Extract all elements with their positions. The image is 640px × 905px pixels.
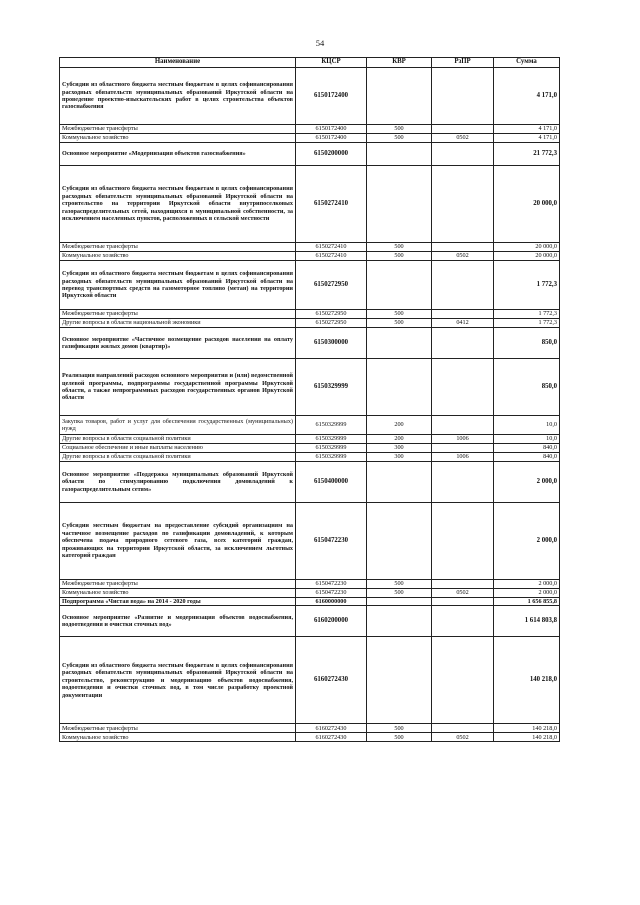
- table-row: [60, 462, 560, 503]
- cell-kvr: 500: [367, 252, 432, 261]
- header-name: Наименование: [60, 58, 296, 68]
- table-row: [60, 606, 560, 637]
- cell-kcsr: 6150329999: [296, 453, 367, 462]
- header-kcsr: КЦСР: [296, 58, 367, 68]
- cell-sum: 21 772,3: [494, 143, 560, 166]
- cell-sum: 20 000,0: [494, 252, 560, 261]
- cell-name: Межбюджетные трансферты: [60, 580, 296, 589]
- table-row: [60, 243, 560, 252]
- budget-table: [59, 57, 560, 742]
- cell-name: Основное мероприятие «Модернизация объектов газоснабжения»: [60, 143, 296, 166]
- cell-sum: 10,0: [494, 416, 560, 435]
- cell-rzpr: 1006: [432, 435, 494, 444]
- cell-sum: 840,0: [494, 444, 560, 453]
- table-row: [60, 166, 560, 243]
- cell-name: Коммунальное хозяйство: [60, 733, 296, 742]
- cell-name: Другие вопросы в области социальной политики: [60, 435, 296, 444]
- table-row: [60, 444, 560, 453]
- cell-sum: 1 772,3: [494, 319, 560, 328]
- cell-kcsr: 6150300000: [296, 328, 367, 359]
- cell-name: Основное мероприятие «Развитие и модернизация объектов водоснабжения, водоотведения и очистки сточных вод»: [60, 606, 296, 637]
- cell-name: Субсидии из областного бюджета местным бюджетам в целях софинансирования расходных обязательств муниципальных образований Иркутской области на проведение проектно-изыскательских работ в целях строительства объектов газоснабжения: [60, 68, 296, 125]
- cell-sum: 2 000,0: [494, 580, 560, 589]
- cell-sum: 840,0: [494, 453, 560, 462]
- cell-name: Основное мероприятие «Частичное возмещение расходов населения на оплату газификации жилых домов (квартир)»: [60, 328, 296, 359]
- cell-sum: 20 000,0: [494, 243, 560, 252]
- cell-kcsr: 6160272430: [296, 637, 367, 724]
- cell-kvr: [367, 68, 432, 125]
- cell-rzpr: 0412: [432, 319, 494, 328]
- table-row: [60, 435, 560, 444]
- table-row: [60, 589, 560, 598]
- cell-kvr: 500: [367, 134, 432, 143]
- table-row: [60, 68, 560, 125]
- cell-name: Коммунальное хозяйство: [60, 134, 296, 143]
- table-row: [60, 252, 560, 261]
- cell-rzpr: 0502: [432, 134, 494, 143]
- table-row: [60, 134, 560, 143]
- cell-kvr: [367, 637, 432, 724]
- cell-name: Реализация направлений расходов основного мероприятия и (или) ведомственной целевой программы, подпрограммы государственной программы Иркутской области, а также непрограммных расходов государственных органов Иркутской области: [60, 359, 296, 416]
- cell-kvr: [367, 503, 432, 580]
- cell-name: Коммунальное хозяйство: [60, 252, 296, 261]
- cell-kvr: [367, 462, 432, 503]
- cell-kcsr: 6160272430: [296, 724, 367, 733]
- cell-sum: 4 171,0: [494, 134, 560, 143]
- cell-name: Субсидии из областного бюджета местным бюджетам в целях софинансирования расходных обязательств муниципальных образований Иркутской области на строительство на территории Иркутской области внутрипоселковых газораспределительных сетей, находящихся в муниципальной собственности, за исключением населенных пунктов, расположенных в сельской местности: [60, 166, 296, 243]
- cell-rzpr: 0502: [432, 733, 494, 742]
- cell-kvr: [367, 328, 432, 359]
- cell-sum: 1 772,3: [494, 310, 560, 319]
- cell-kcsr: 6160272430: [296, 733, 367, 742]
- cell-name: Субсидии из областного бюджета местным бюджетам в целях софинансирования расходных обязательств муниципальных образований Иркутской области на строительство, реконструкцию и модернизацию объектов водоснабжения, водоотведения и очистки сточных вод, в том числе разработку проектной документации: [60, 637, 296, 724]
- cell-rzpr: [432, 310, 494, 319]
- cell-sum: 1 614 803,8: [494, 606, 560, 637]
- cell-sum: 1 772,3: [494, 261, 560, 310]
- table-row: [60, 598, 560, 606]
- cell-name: Межбюджетные трансферты: [60, 724, 296, 733]
- cell-kcsr: 6150272950: [296, 261, 367, 310]
- cell-sum: 10,0: [494, 435, 560, 444]
- table-row: [60, 310, 560, 319]
- cell-kvr: [367, 143, 432, 166]
- table-row: [60, 453, 560, 462]
- cell-kvr: 500: [367, 310, 432, 319]
- table-row: [60, 125, 560, 134]
- header-rzpr: РзПР: [432, 58, 494, 68]
- cell-sum: 2 000,0: [494, 589, 560, 598]
- cell-sum: 850,0: [494, 359, 560, 416]
- cell-kvr: [367, 359, 432, 416]
- cell-kcsr: 6150272410: [296, 252, 367, 261]
- cell-name: Межбюджетные трансферты: [60, 310, 296, 319]
- cell-kcsr: 6150272950: [296, 319, 367, 328]
- cell-name: Закупка товаров, работ и услуг для обеспечения государственных (муниципальных) нужд: [60, 416, 296, 435]
- cell-kcsr: 6150329999: [296, 435, 367, 444]
- cell-kvr: 500: [367, 580, 432, 589]
- cell-rzpr: [432, 261, 494, 310]
- cell-rzpr: [432, 724, 494, 733]
- table-row: [60, 319, 560, 328]
- cell-rzpr: [432, 416, 494, 435]
- cell-kcsr: 6150172400: [296, 134, 367, 143]
- cell-sum: 140 218,0: [494, 637, 560, 724]
- cell-kcsr: 6150272410: [296, 243, 367, 252]
- cell-rzpr: [432, 359, 494, 416]
- cell-kvr: 500: [367, 319, 432, 328]
- cell-kvr: 200: [367, 416, 432, 435]
- cell-kvr: 200: [367, 435, 432, 444]
- cell-kvr: [367, 598, 432, 606]
- cell-kcsr: 6150329999: [296, 416, 367, 435]
- table-row: [60, 359, 560, 416]
- cell-rzpr: [432, 444, 494, 453]
- table-row: [60, 580, 560, 589]
- cell-name: Коммунальное хозяйство: [60, 589, 296, 598]
- cell-kcsr: 6150472230: [296, 503, 367, 580]
- cell-kvr: 500: [367, 125, 432, 134]
- table-row: [60, 143, 560, 166]
- cell-name: Субсидии местным бюджетам на предоставление субсидий организациям на частичное возмещение расходов по газификации домовладений, к которым обеспечена подача природного сетевого газа, всех категорий граждан, проживающих на территории Иркутской области, за исключением льготных категорий граждан: [60, 503, 296, 580]
- cell-kcsr: 6150329999: [296, 359, 367, 416]
- cell-name: Основное мероприятие «Поддержка муниципальных образований Иркутской области по стимулированию подключения домовладений к газораспределительным сетям»: [60, 462, 296, 503]
- cell-rzpr: 0502: [432, 589, 494, 598]
- cell-rzpr: [432, 598, 494, 606]
- cell-rzpr: [432, 503, 494, 580]
- cell-sum: 850,0: [494, 328, 560, 359]
- cell-name: Субсидии из областного бюджета местным бюджетам в целях софинансирования расходных обязательств муниципальных образований Иркутской области на перевод транспортных средств на газомоторное топливо (метан) на территории Иркутской области: [60, 261, 296, 310]
- cell-rzpr: [432, 462, 494, 503]
- cell-kvr: 500: [367, 243, 432, 252]
- cell-kvr: 500: [367, 589, 432, 598]
- cell-rzpr: [432, 125, 494, 134]
- cell-kvr: 500: [367, 733, 432, 742]
- cell-kvr: [367, 166, 432, 243]
- cell-sum: 4 171,0: [494, 125, 560, 134]
- cell-kcsr: 6150200000: [296, 143, 367, 166]
- cell-kvr: 300: [367, 444, 432, 453]
- cell-kvr: [367, 261, 432, 310]
- cell-rzpr: [432, 166, 494, 243]
- cell-kvr: 500: [367, 724, 432, 733]
- cell-name: Другие вопросы в области социальной политики: [60, 453, 296, 462]
- table-body: [60, 68, 560, 742]
- table-row: [60, 503, 560, 580]
- table-row: [60, 637, 560, 724]
- header-kvr: КВР: [367, 58, 432, 68]
- cell-kcsr: 6150172400: [296, 125, 367, 134]
- cell-rzpr: [432, 606, 494, 637]
- cell-kcsr: 6150272410: [296, 166, 367, 243]
- cell-sum: 4 171,0: [494, 68, 560, 125]
- cell-kcsr: 6150329999: [296, 444, 367, 453]
- cell-kcsr: 6160000000: [296, 598, 367, 606]
- cell-rzpr: [432, 580, 494, 589]
- cell-sum: 140 218,0: [494, 724, 560, 733]
- table-row: [60, 328, 560, 359]
- cell-sum: 1 656 855,8: [494, 598, 560, 606]
- cell-sum: 2 000,0: [494, 503, 560, 580]
- cell-kcsr: 6160200000: [296, 606, 367, 637]
- cell-kcsr: 6150172400: [296, 68, 367, 125]
- cell-kcsr: 6150472230: [296, 580, 367, 589]
- cell-kcsr: 6150272950: [296, 310, 367, 319]
- cell-rzpr: 0502: [432, 252, 494, 261]
- cell-kcsr: 6150400000: [296, 462, 367, 503]
- table-row: [60, 416, 560, 435]
- table-row: [60, 724, 560, 733]
- cell-name: Социальное обеспечение и иные выплаты населению: [60, 444, 296, 453]
- cell-rzpr: 1006: [432, 453, 494, 462]
- cell-rzpr: [432, 328, 494, 359]
- table-row: [60, 261, 560, 310]
- cell-rzpr: [432, 243, 494, 252]
- header-sum: Сумма: [494, 58, 560, 68]
- cell-kvr: 300: [367, 453, 432, 462]
- cell-rzpr: [432, 143, 494, 166]
- table-row: [60, 733, 560, 742]
- cell-sum: 2 000,0: [494, 462, 560, 503]
- cell-sum: 140 218,0: [494, 733, 560, 742]
- cell-rzpr: [432, 68, 494, 125]
- cell-name: Подпрограмма «Чистая вода» на 2014 - 2020 годы: [60, 598, 296, 606]
- cell-rzpr: [432, 637, 494, 724]
- cell-kcsr: 6150472230: [296, 589, 367, 598]
- page-number: 54: [315, 38, 325, 48]
- cell-name: Межбюджетные трансферты: [60, 243, 296, 252]
- cell-name: Межбюджетные трансферты: [60, 125, 296, 134]
- cell-sum: 20 000,0: [494, 166, 560, 243]
- cell-kvr: [367, 606, 432, 637]
- cell-name: Другие вопросы в области национальной экономики: [60, 319, 296, 328]
- table-header-row: [60, 58, 560, 68]
